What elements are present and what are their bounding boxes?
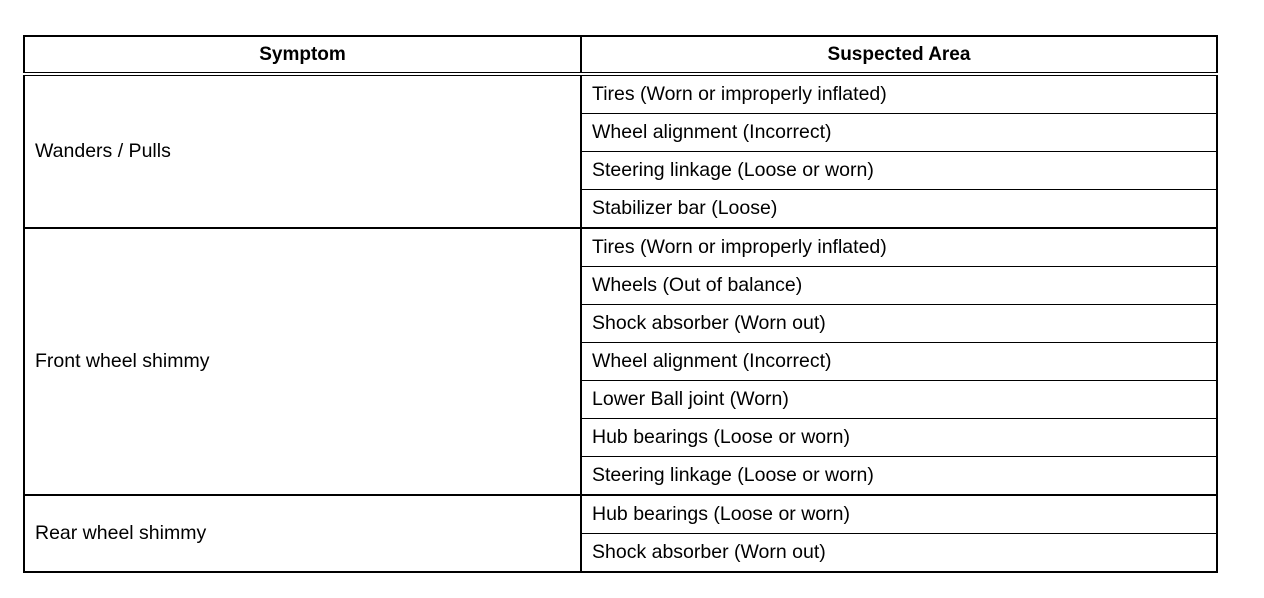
table-row <box>24 495 1217 534</box>
suspected-area-cell: Hub bearings (Loose or worn) <box>581 419 1217 457</box>
symptom-cell: Front wheel shimmy <box>24 228 581 495</box>
table-row <box>24 228 1217 267</box>
suspected-area-cell: Shock absorber (Worn out) <box>581 305 1217 343</box>
symptom-cell: Rear wheel shimmy <box>24 495 581 572</box>
table-row <box>24 74 1217 114</box>
suspected-area-cell: Wheel alignment (Incorrect) <box>581 114 1217 152</box>
symptom-table <box>23 35 1218 573</box>
suspected-area-cell: Wheel alignment (Incorrect) <box>581 343 1217 381</box>
suspected-area-cell: Tires (Worn or improperly inflated) <box>581 74 1217 114</box>
suspected-area-cell: Wheels (Out of balance) <box>581 267 1217 305</box>
header-symptom: Symptom <box>24 36 581 74</box>
suspected-area-cell: Stabilizer bar (Loose) <box>581 190 1217 229</box>
suspected-area-cell: Shock absorber (Worn out) <box>581 534 1217 573</box>
suspected-area-cell: Lower Ball joint (Worn) <box>581 381 1217 419</box>
table-header-row <box>24 36 1217 74</box>
suspected-area-cell: Steering linkage (Loose or worn) <box>581 457 1217 496</box>
suspected-area-cell: Hub bearings (Loose or worn) <box>581 495 1217 534</box>
header-suspected-area: Suspected Area <box>581 36 1217 74</box>
symptom-cell: Wanders / Pulls <box>24 74 581 228</box>
suspected-area-cell: Steering linkage (Loose or worn) <box>581 152 1217 190</box>
suspected-area-cell: Tires (Worn or improperly inflated) <box>581 228 1217 267</box>
